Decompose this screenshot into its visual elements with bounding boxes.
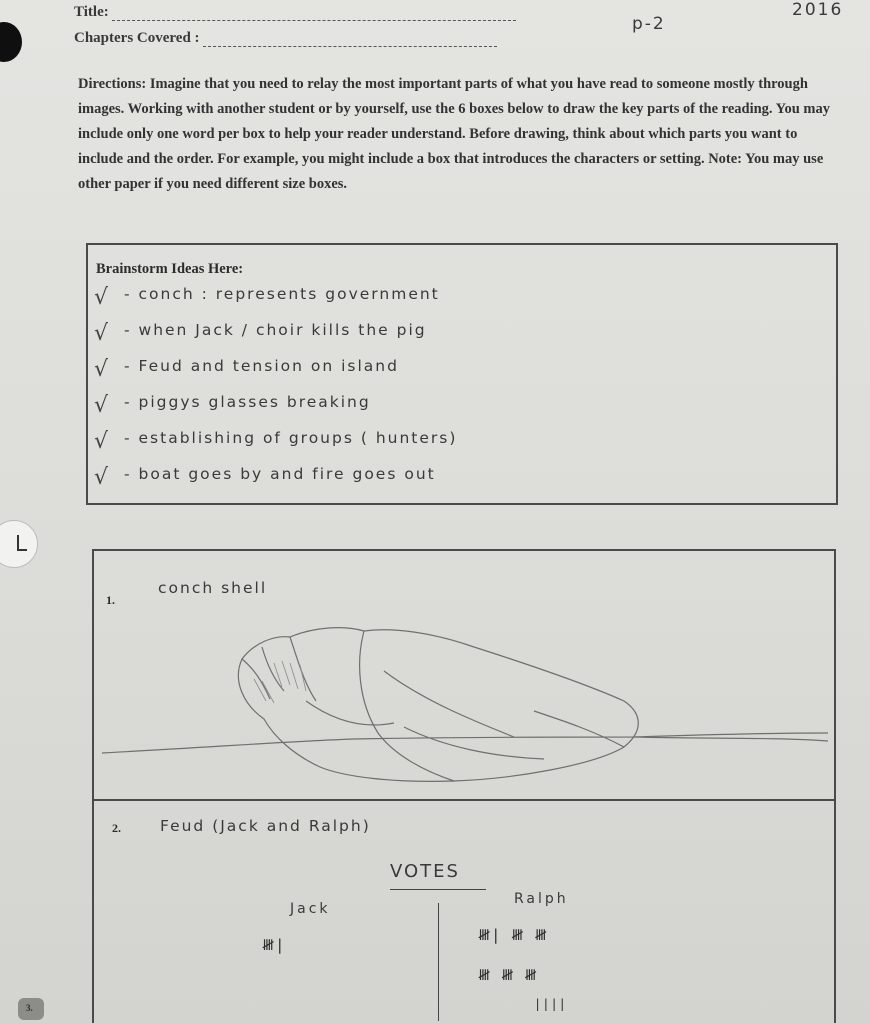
ralph-tally-row: 𝍸 𝍸 𝍸 (478, 966, 538, 984)
chapters-label: Chapters Covered : (74, 30, 200, 46)
title-line (112, 20, 516, 21)
brainstorm-box (86, 243, 838, 505)
binder-hole (0, 22, 22, 62)
list-item: √ - boat goes by and fire goes out (94, 465, 436, 490)
votes-title: VOTES (390, 861, 460, 882)
chapters-line (203, 46, 497, 47)
page-note: p-2 (632, 14, 666, 34)
votes-underline (390, 889, 486, 890)
ralph-label: Ralph (514, 891, 569, 907)
checkmark-icon: √ (94, 465, 111, 490)
list-item: √ - piggys glasses breaking (94, 393, 371, 418)
ralph-tally-row: 𝍸| 𝍸 𝍸 (478, 926, 548, 944)
brainstorm-list (94, 285, 457, 501)
directions-text: Directions: Imagine that you need to relay the most important parts of what you have read to someone mostly through images. Working with another student or by yourself, use the 6 boxes below to draw the key parts of the reading. You may include only one word per box to help your reader understand. Before drawing, think about which parts you want to include and the order. For example, you might include a box that introduces the characters or setting. Note: You may use other paper if you need different size boxes. (78, 76, 831, 192)
box-2 (94, 801, 834, 1023)
list-item: √ - Feud and tension on island (94, 357, 399, 382)
checkmark-icon: √ (94, 285, 111, 310)
checkmark-icon: √ (94, 429, 111, 454)
list-item: √ - conch : represents government (94, 285, 440, 310)
jack-label: Jack (290, 901, 331, 917)
checkmark-icon: √ (94, 321, 111, 346)
box-1-caption: conch shell (158, 579, 268, 597)
jack-tally: 𝍸| (262, 936, 286, 954)
binder-hole (0, 520, 38, 568)
ralph-tally-row: |||| (534, 997, 567, 1011)
checkmark-icon: √ (94, 357, 111, 382)
box-2-number: 2. (112, 821, 121, 835)
votes-divider-line (438, 903, 439, 1021)
box-3-number: 3. (26, 1003, 33, 1013)
list-item: √ - when Jack / choir kills the pig (94, 321, 427, 346)
year-note: 2016 (792, 0, 844, 20)
drawing-boxes (92, 549, 836, 1023)
brainstorm-title: Brainstorm Ideas Here: (96, 261, 244, 277)
conch-shell-drawing (94, 551, 830, 797)
chapters-field (74, 30, 497, 47)
box-1-number: 1. (106, 593, 115, 607)
checkmark-icon: √ (94, 393, 111, 418)
box-2-caption: Feud (Jack and Ralph) (160, 817, 371, 835)
list-item: √ - establishing of groups ( hunters) (94, 429, 458, 454)
title-label: Title: (74, 4, 109, 20)
title-field (74, 4, 516, 21)
